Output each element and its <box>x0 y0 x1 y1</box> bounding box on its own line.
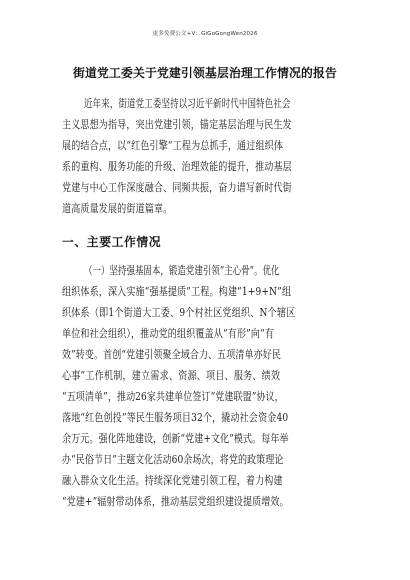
section-heading: 一、主要工作情况 <box>62 235 162 249</box>
section-line: 办“民俗节日”主题文化活动60余场次，将党的政策理论 <box>62 453 284 466</box>
section-line: 心事”工作机制，建立需求、资源、项目、服务、绩效 <box>62 369 281 382</box>
intro-line: 近年来，街道党工委坚持以习近平新时代中国特色社会 <box>84 97 291 110</box>
section-line: 融入群众文化生活。持续深化党建引领工程，着力构建 <box>62 474 283 487</box>
section-line: 组织体系，深入实施“强基提质”工程。构建“1+9+N”组 <box>62 285 292 298</box>
section-line: 落地“红色创投”等民生服务项目32个，撬动社会资金40 <box>62 411 289 424</box>
intro-line: 党建与中心工作深度融合、同频共振，奋力谱写新时代街 <box>62 181 292 194</box>
section-line: “党建+”辐射带动体系，推动基层党组织建设提质增效。 <box>62 495 289 508</box>
watermark-text: 更多免费公文+V：GiGoGongWen2026 <box>152 31 258 37</box>
section-line: 织体系（即1个街道大工委、9个村社区党组织、N个辖区 <box>62 306 296 319</box>
section-line: “五项清单”，推动26家共建单位签订“党建联盟”协议， <box>62 390 284 403</box>
section-line: （一）坚持强基固本，锻造党建引领“主心骨”。优化 <box>84 264 280 277</box>
intro-line: 道高质量发展的街道篇章。 <box>62 202 173 215</box>
intro-line: 系的重构、服务功能的升级、治理效能的提升，推动基层 <box>62 160 292 173</box>
section-line: 余万元。强化阵地建设，创新“党建+文化”模式。每年举 <box>62 432 289 445</box>
intro-line: 展的结合点，以“红色引擎”工程为总抓手，通过组织体 <box>62 139 284 152</box>
intro-line: 主义思想为指导，突出党建引领，锚定基层治理与民生发 <box>62 118 292 131</box>
section-line: 效”转变。首创“党建引领聚全域合力、五项清单亦好民 <box>62 348 281 361</box>
document-title: 街道党工委关于党建引领基层治理工作情况的报告 <box>73 66 337 80</box>
section-line: 单位和社会组织），推动党的组织覆盖从“有形”向“有 <box>62 327 275 340</box>
